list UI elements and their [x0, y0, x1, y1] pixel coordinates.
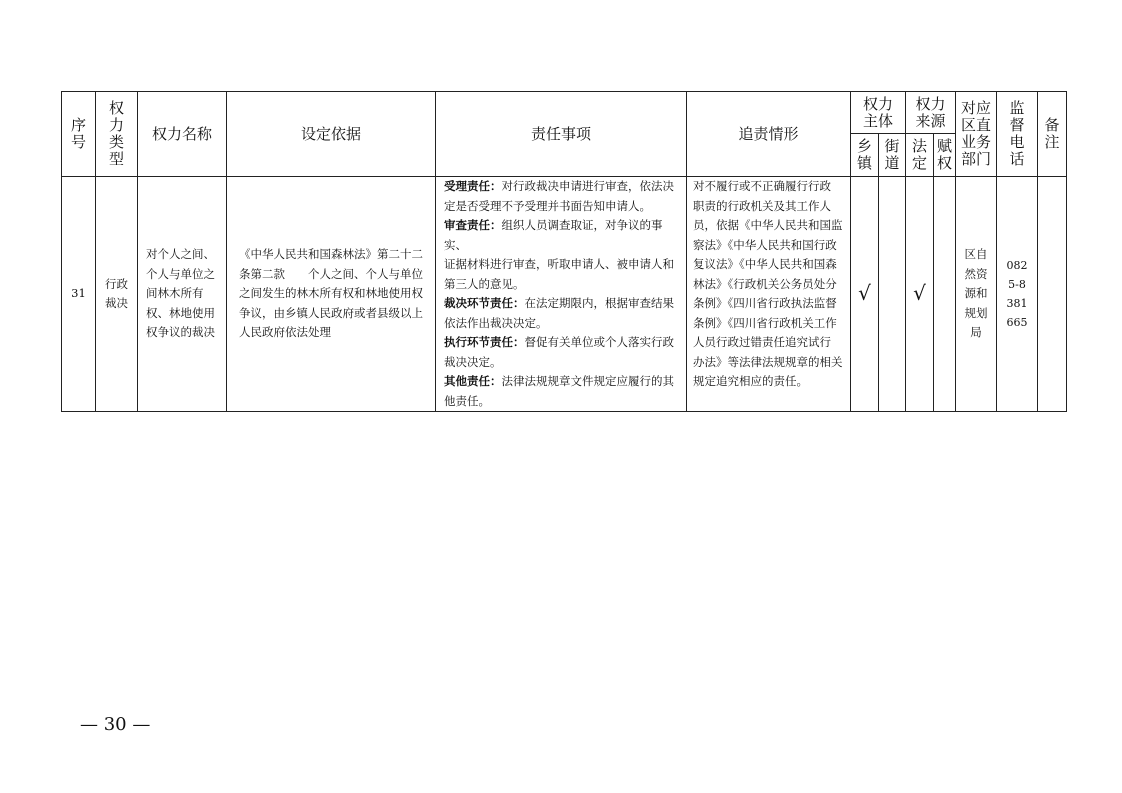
row-seq: 31	[62, 177, 96, 412]
duty-ruling: 裁决环节责任：在法定期限内，根据审查结果 依法作出裁决决定。	[444, 296, 674, 330]
header-basis: 设定依据	[227, 92, 436, 177]
row-power-name: 对个人之间、 个人与单位之 间林木所有 权、林地使用 权争议的裁决	[138, 177, 227, 412]
row-remark	[1038, 177, 1067, 412]
duty-execution: 执行环节责任：督促有关单位或个人落实行政 裁决决定。	[444, 335, 674, 369]
header-duty: 责任事项	[436, 92, 687, 177]
row-basis: 《中华人民共和国森林法》第二十二 条第二款 个人之间、个人与单位 之间发生的林木所有权和林地使用权 争议，由乡镇人民政府或者县级以上 人民政府依法处理	[227, 177, 436, 412]
header-subject-town: 乡 镇	[851, 134, 879, 177]
row-phone: 082 5-8 381 665	[997, 177, 1038, 412]
header-pursue: 追责情形	[687, 92, 851, 177]
header-seq: 序 号	[62, 92, 96, 177]
row-dept: 区自 然资 源和 规划 局	[956, 177, 997, 412]
row-source-grant-check	[934, 177, 956, 412]
header-subject-street: 街 道	[879, 134, 906, 177]
header-dept: 对应 区直 业务 部门	[956, 92, 997, 177]
row-duties	[436, 177, 687, 412]
header-power-source: 权力 来源	[906, 92, 956, 134]
power-list-table	[61, 91, 1067, 412]
row-subject-street-check	[879, 177, 906, 412]
row-source-legal-check: √	[906, 177, 934, 412]
header-source-grant: 赋 权	[934, 134, 956, 177]
header-power-subject: 权力 主体	[851, 92, 906, 134]
duty-review: 审查责任：组织人员调查取证，对争议的事实、 证据材料进行审查，听取申请人、被申请人和 第三人的意见。	[444, 218, 674, 291]
header-remark: 备 注	[1038, 92, 1067, 177]
header-power-name: 权力名称	[138, 92, 227, 177]
header-power-type: 权 力 类 型	[96, 92, 138, 177]
duty-accept: 受理责任：对行政裁决申请进行审查，依法决 定是否受理不予受理并书面告知申请人。	[444, 179, 674, 213]
duty-other: 其他责任：法律法规规章文件规定应履行的其 他责任。	[444, 374, 674, 408]
header-source-legal: 法 定	[906, 134, 934, 177]
page-number: — 30 —	[80, 714, 151, 735]
header-phone: 监 督 电 话	[997, 92, 1038, 177]
row-power-type: 行政 裁决	[96, 177, 138, 412]
row-subject-town-check: √	[851, 177, 879, 412]
table-row	[62, 177, 1067, 412]
row-pursue: 对不履行或不正确履行行政 职责的行政机关及其工作人 员，依据《中华人民共和国监 察法》《中华人民共和国行政 复议法》《中华人民共和国森 林法》《行政机关公务员处分 条例》《四川省行政执法监督 条例》《四川省行政机关工作 人员行政过错责任追究试行 办法》等法律法规规章的相关 规定追究相应的责任。	[687, 177, 851, 412]
